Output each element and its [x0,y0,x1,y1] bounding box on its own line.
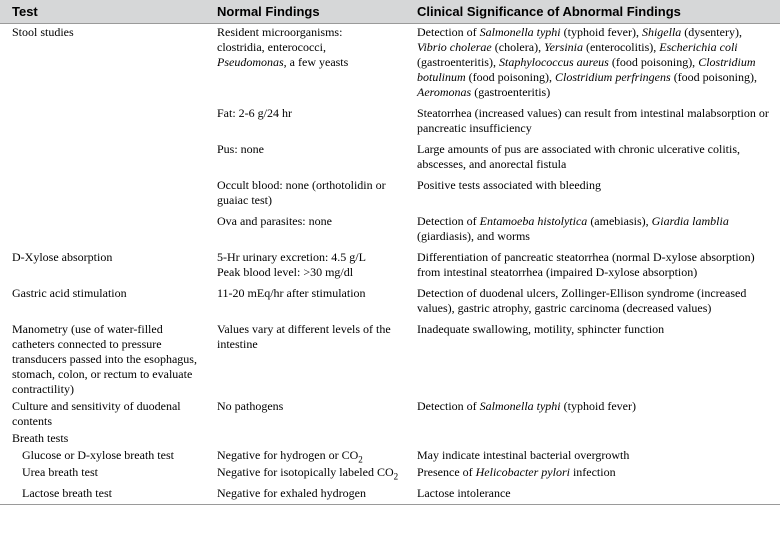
table-row [0,447,780,464]
table-row [0,281,780,317]
table-row [0,24,780,102]
test-name: Gastric acid stimulation [12,286,127,300]
table-row [0,137,780,173]
clinical-significance: Lactose intolerance [405,481,780,505]
normal-finding: Fat: 2-6 g/24 hr [217,106,292,120]
table-row [0,209,780,245]
table-row [0,464,780,481]
clinical-significance: Positive tests associated with bleeding [417,178,601,192]
header-test: Test [0,0,205,24]
header-clinical-significance: Clinical Significance of Abnormal Findings [405,0,780,24]
table-row [0,173,780,209]
normal-finding: Resident microorganisms: clostridia, enterococci, Pseudomonas, a few yeasts [217,25,349,69]
normal-finding: No pathogens [217,399,284,413]
test-name: Urea breath test [22,465,98,479]
clinical-significance: May indicate intestinal bacterial overgrowth [417,448,630,462]
normal-finding: Occult blood: none (orthotolidin or guaiac test) [217,178,386,207]
clinical-significance: Detection of Entamoeba histolytica (amebiasis), Giardia lamblia (giardiasis), and worms [417,214,729,243]
clinical-significance: Differentiation of pancreatic steatorrhea (normal D-xylose absorption) from intestinal steatorrhea (impaired D-xylose absorption) [417,250,755,279]
clinical-significance: Detection of Salmonella typhi (typhoid fever), Shigella (dysentery), Vibrio cholerae (cholera), Yersinia (enterocolitis), Escherichia coli (gastroenteritis), Staphylococcus aureus (food poisoning), Clostridium botulinum (food poisoning), Clostridium perfringens (food poisoning), Aeromonas (gastroenteritis) [417,25,758,99]
normal-finding: Ova and parasites: none [217,214,332,228]
table-row [0,430,780,447]
test-name: D-Xylose absorption [12,250,113,264]
normal-finding: 5-Hr urinary excretion: 4.5 g/L Peak blood level: >30 mg/dl [217,250,366,279]
normal-finding: Negative for isotopically labeled $CO_2$ [217,465,399,482]
test-name: Culture and sensitivity of duodenal contents [12,399,181,428]
test-name: Lactose breath test [0,481,205,505]
normal-finding: Negative for exhaled hydrogen [205,481,405,505]
clinical-significance: Large amounts of pus are associated with chronic ulcerative colitis, abscesses, and anorectal fistula [417,142,741,171]
header-row [0,0,780,24]
normal-finding: Values vary at different levels of the intestine [217,322,391,351]
normal-finding: Pus: none [217,142,265,156]
test-name: Glucose or D-xylose breath test [22,448,174,462]
test-name: Manometry (use of water-filled catheters connected to pressure transducers passed into the esophagus, stomach, colon, or rectum to evaluate contractility) [12,322,197,396]
table-row [0,481,780,505]
table-row [0,101,780,137]
normal-finding: 11-20 mEq/hr after stimulation [217,286,366,300]
clinical-significance: Detection of Salmonella typhi (typhoid fever) [417,399,636,413]
clinical-significance: Steatorrhea (increased values) can result from intestinal malabsorption or pancreatic insufficiency [417,106,769,135]
table-row [0,317,780,398]
clinical-significance: Presence of Helicobacter pylori infection [417,465,616,479]
clinical-significance: Inadequate swallowing, motility, sphincter function [417,322,665,336]
table-row [0,245,780,281]
header-normal-findings: Normal Findings [205,0,405,24]
normal-finding: Negative for hydrogen or $CO_2$ [217,448,363,465]
table-row [0,398,780,430]
test-name: Breath tests [12,431,69,445]
clinical-significance: Detection of duodenal ulcers, Zollinger-Ellison syndrome (increased values), gastric atrophy, gastric carcinoma (decreased values) [417,286,747,315]
test-name: Stool studies [12,25,74,39]
